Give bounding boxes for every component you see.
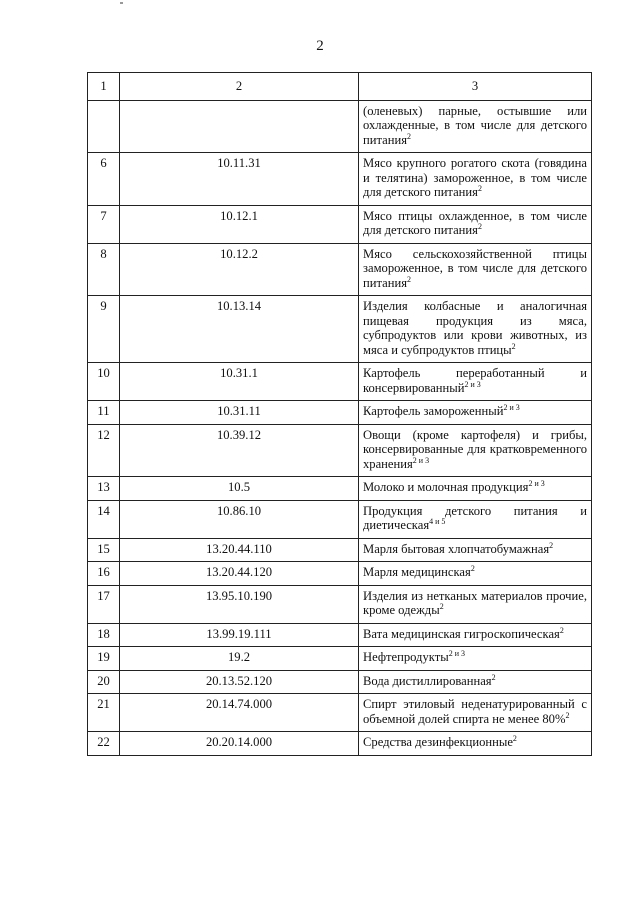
product-name-cell: [359, 670, 592, 694]
row-number: 14: [88, 500, 120, 538]
product-name-cell: [359, 562, 592, 586]
footnote-ref: 2: [477, 221, 482, 231]
row-number: 21: [88, 694, 120, 732]
table-row: [88, 623, 592, 647]
footnote-ref: 2 и 3: [448, 648, 465, 658]
table-row: [88, 153, 592, 206]
product-name-cell: [359, 363, 592, 401]
row-number: 8: [88, 243, 120, 296]
footnote-ref: 2: [512, 733, 517, 743]
product-name: Картофель замороженный: [363, 404, 504, 418]
okpd-code: 10.31.1: [120, 363, 359, 401]
product-name: Мясо сельскохозяйственной птицы замороженное, в том числе для детского питания: [363, 246, 587, 290]
footnote-ref: 2: [470, 563, 475, 573]
row-number: 7: [88, 205, 120, 243]
footnote-ref: 2: [491, 672, 496, 682]
table-row: [88, 670, 592, 694]
product-name: Мясо птицы охлажденное, в том числе для детского питания: [363, 208, 587, 237]
scan-artifact: [120, 2, 123, 4]
table-row: [88, 296, 592, 363]
product-name: Молоко и молочная продукция: [363, 480, 529, 494]
header-col-2: 2: [120, 73, 359, 101]
okpd-code: 10.31.11: [120, 401, 359, 425]
table-row: [88, 562, 592, 586]
footnote-ref: 2: [559, 625, 564, 635]
product-name-cell: [359, 424, 592, 477]
product-name: Картофель переработанный и консервированный: [363, 366, 587, 395]
okpd-code: 10.12.2: [120, 243, 359, 296]
row-number: 17: [88, 585, 120, 623]
header-col-3: 3: [359, 73, 592, 101]
table-row: [88, 647, 592, 671]
table-row: [88, 243, 592, 296]
footnote-ref: 2 и 3: [464, 379, 481, 389]
table-row: [88, 477, 592, 501]
row-number: 22: [88, 732, 120, 756]
row-number: 11: [88, 401, 120, 425]
footnote-ref: 2: [477, 183, 482, 193]
okpd-code: 10.12.1: [120, 205, 359, 243]
table-row: [88, 401, 592, 425]
product-name-cell: [359, 296, 592, 363]
product-name: Марля медицинская: [363, 565, 471, 579]
product-name: Вата медицинская гигроскопическая: [363, 626, 560, 641]
product-name: Вода дистиллированная: [363, 673, 492, 688]
footnote-ref: 2: [549, 540, 554, 550]
product-name-cell: [359, 153, 592, 206]
table-row: [88, 205, 592, 243]
products-table: [87, 72, 592, 756]
row-number: [88, 100, 120, 153]
product-name-cell: [359, 205, 592, 243]
row-number: 12: [88, 424, 120, 477]
table-row: [88, 694, 592, 732]
product-name-cell: [359, 647, 592, 671]
okpd-code: 13.20.44.110: [120, 538, 359, 562]
footnote-ref: 2 и 3: [412, 455, 430, 465]
product-name: Продукция детского питания и диетическая: [363, 503, 587, 532]
product-name: Изделия из нетканых материалов прочие, кроме одежды: [363, 588, 587, 617]
footnote-ref: 2: [407, 131, 411, 141]
okpd-code: 20.13.52.120: [120, 670, 359, 694]
okpd-code: [120, 100, 359, 153]
okpd-code: 13.20.44.120: [120, 562, 359, 586]
footnote-ref: 4 и 5: [429, 516, 446, 526]
okpd-code: 20.14.74.000: [120, 694, 359, 732]
row-number: 10: [88, 363, 120, 401]
product-name: Нефтепродукты: [363, 650, 449, 664]
product-name-cell: [359, 100, 592, 153]
row-number: 13: [88, 477, 120, 501]
okpd-code: 10.5: [120, 477, 359, 501]
row-number: 16: [88, 562, 120, 586]
product-name: Изделия колбасные и аналогичная пищевая продукция из мяса, субпродуктов или крови животных, из мяса и субпродуктов птицы: [363, 299, 587, 357]
table-row: [88, 538, 592, 562]
product-name: Овощи (кроме картофеля) и грибы, консервированные для кратковременного хранения: [363, 427, 587, 471]
table-row: [88, 363, 592, 401]
product-name-cell: [359, 694, 592, 732]
table-row: [88, 585, 592, 623]
footnote-ref: 2 и 3: [503, 402, 520, 412]
row-number: 9: [88, 296, 120, 363]
footnote-ref: 2: [439, 601, 444, 611]
product-name: Марля бытовая хлопчатобумажная: [363, 541, 550, 556]
table-row: [88, 500, 592, 538]
table-row: [88, 100, 592, 153]
footnote-ref: 2: [511, 341, 516, 351]
okpd-code: 10.11.31: [120, 153, 359, 206]
row-number: 6: [88, 153, 120, 206]
okpd-code: 19.2: [120, 647, 359, 671]
header-col-1: 1: [88, 73, 120, 101]
okpd-code: 20.20.14.000: [120, 732, 359, 756]
product-name: Средства дезинфекционные: [363, 735, 513, 749]
row-number: 15: [88, 538, 120, 562]
product-name: Спирт этиловый неденатурированный с объемной долей спирта не менее 80%: [363, 697, 587, 726]
row-number: 19: [88, 647, 120, 671]
okpd-code: 10.13.14: [120, 296, 359, 363]
okpd-code: 13.99.19.111: [120, 623, 359, 647]
table-row: [88, 424, 592, 477]
product-name-cell: [359, 538, 592, 562]
page-number: 2: [316, 38, 324, 54]
okpd-code: 10.86.10: [120, 500, 359, 538]
footnote-ref: 2 и 3: [528, 478, 545, 488]
okpd-code: 10.39.12: [120, 424, 359, 477]
product-name-cell: [359, 732, 592, 756]
product-name-cell: [359, 585, 592, 623]
product-name-cell: [359, 401, 592, 425]
product-name: Мясо крупного рогатого скота (говядина и телятина) замороженное, в том числе для детского питания: [363, 156, 587, 199]
row-number: 18: [88, 623, 120, 647]
product-name: (оленевых) парные, остывшие или охлажденные, в том числе для детского питания: [363, 103, 587, 147]
table-header-row: [88, 73, 592, 101]
row-number: 20: [88, 670, 120, 694]
product-name-cell: [359, 623, 592, 647]
table-row: [88, 732, 592, 756]
footnote-ref: 2: [565, 710, 570, 720]
okpd-code: 13.95.10.190: [120, 585, 359, 623]
product-name-cell: [359, 243, 592, 296]
footnote-ref: 2: [407, 274, 411, 284]
product-name-cell: [359, 500, 592, 538]
product-name-cell: [359, 477, 592, 501]
